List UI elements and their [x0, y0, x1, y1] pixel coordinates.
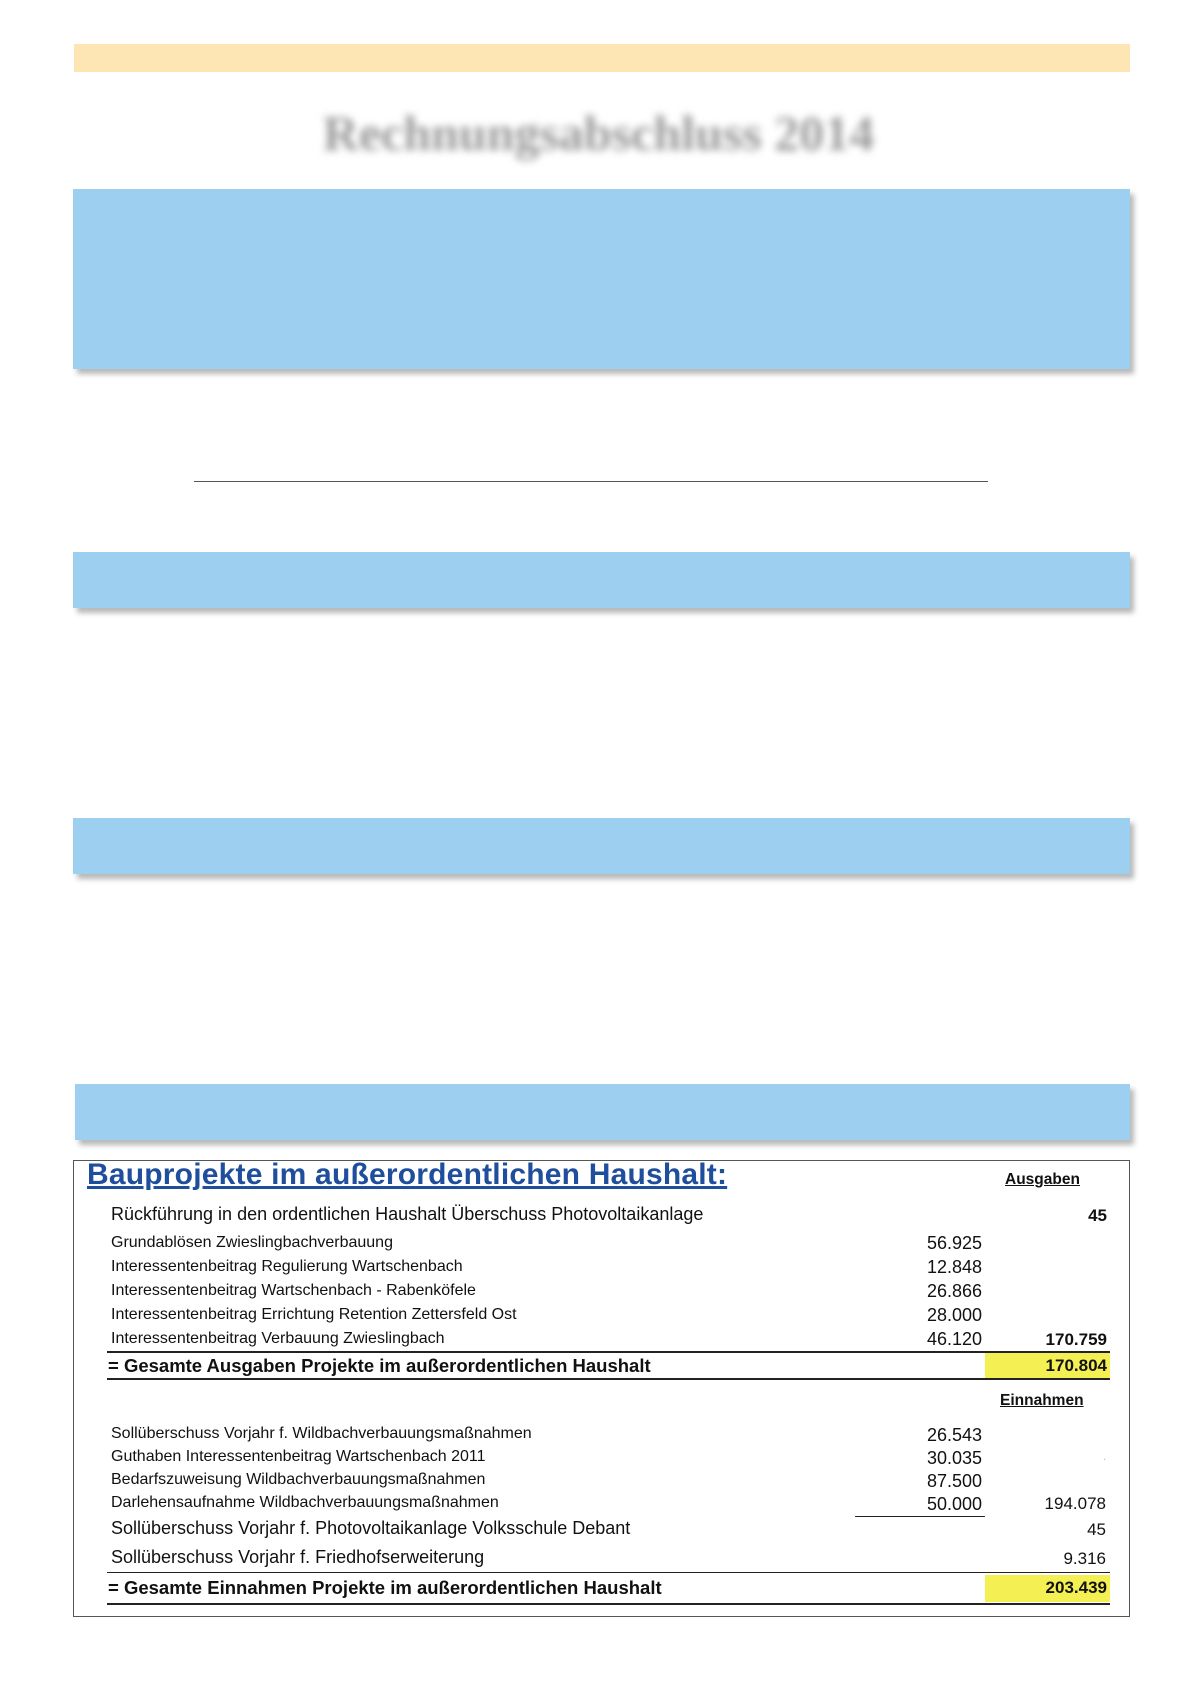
- ausgaben-item-label: Interessentenbeitrag Verbauung Zwieslingbach: [111, 1330, 445, 1347]
- einnahmen-item-label: Bedarfszuweisung Wildbachverbauungsmaßnahmen: [111, 1471, 486, 1488]
- rule-line: [107, 1603, 1110, 1605]
- divider: [194, 481, 988, 482]
- einnahmen-item-label: Guthaben Interessentenbeitrag Wartschenbach 2011: [111, 1448, 486, 1465]
- einnahmen-item-label: Sollüberschuss Vorjahr f. Wildbachverbauungsmaßnahmen: [111, 1425, 532, 1442]
- einnahmen-item-value: 30.035: [926, 1448, 982, 1468]
- rule-line: [107, 1378, 1110, 1380]
- ausgaben-total-value: 170.804: [1045, 1356, 1107, 1375]
- rueckfuehrung-total: 45: [1088, 1206, 1107, 1225]
- table-title: Bauprojekte im außerordentlichen Haushalt:: [87, 1158, 728, 1191]
- ausgaben-item-value: 46.120: [926, 1329, 982, 1349]
- friedhof-label: Sollüberschuss Vorjahr f. Friedhofserweiterung: [111, 1547, 485, 1567]
- ausgaben-item-label: Grundablösen Zwieslingbachverbauung: [111, 1234, 393, 1251]
- top-banner: [74, 44, 1130, 72]
- ausgaben-item-value: 26.866: [926, 1281, 982, 1301]
- einnahmen-subtotal: 194.078: [1044, 1494, 1106, 1513]
- photovoltaik-label: Sollüberschuss Vorjahr f. Photovoltaikanlage Volksschule Debant: [111, 1518, 631, 1538]
- scan-speck: ·: [1103, 1454, 1107, 1465]
- photovoltaik-total: 45: [1087, 1520, 1106, 1539]
- redacted-panel-1: [73, 189, 1130, 369]
- einnahmen-total-label: = Gesamte Einnahmen Projekte im außerordentlichen Haushalt: [108, 1577, 662, 1598]
- redacted-panel-3: [73, 818, 1130, 874]
- rule-line: [107, 1351, 1110, 1353]
- ausgaben-item-label: Interessentenbeitrag Wartschenbach - Rabenköfele: [111, 1282, 476, 1299]
- page-title: Rechnungsabschluss 2014: [322, 105, 875, 161]
- einnahmen-item-label: Darlehensaufnahme Wildbachverbauungsmaßnahmen: [111, 1494, 499, 1511]
- subtotal-underline: [855, 1516, 985, 1517]
- ausgaben-item-label: Interessentenbeitrag Regulierung Wartschenbach: [111, 1258, 463, 1275]
- ausgaben-item-value: 56.925: [926, 1233, 982, 1253]
- redacted-panel-4: [75, 1084, 1130, 1140]
- einnahmen-header: Einnahmen: [1000, 1392, 1084, 1409]
- ausgaben-subtotal: 170.759: [1045, 1330, 1107, 1349]
- einnahmen-item-value: 50.000: [926, 1494, 982, 1514]
- einnahmen-item-value: 87.500: [926, 1471, 982, 1491]
- einnahmen-total-value: 203.439: [1045, 1578, 1107, 1597]
- einnahmen-item-value: 26.543: [926, 1425, 982, 1445]
- ausgaben-item-label: Interessentenbeitrag Errichtung Retention Zettersfeld Ost: [111, 1306, 517, 1323]
- redacted-panel-2: [73, 552, 1130, 608]
- rueckfuehrung-label: Rückführung in den ordentlichen Haushalt Überschuss Photovoltaikanlage: [111, 1204, 704, 1224]
- friedhof-total: 9.316: [1063, 1549, 1106, 1568]
- ausgaben-total-label: = Gesamte Ausgaben Projekte im außerordentlichen Haushalt: [108, 1355, 651, 1376]
- ausgaben-item-value: 28.000: [926, 1305, 982, 1325]
- rule-line: [107, 1572, 1110, 1573]
- ausgaben-item-value: 12.848: [926, 1257, 982, 1277]
- ausgaben-header: Ausgaben: [1005, 1171, 1080, 1188]
